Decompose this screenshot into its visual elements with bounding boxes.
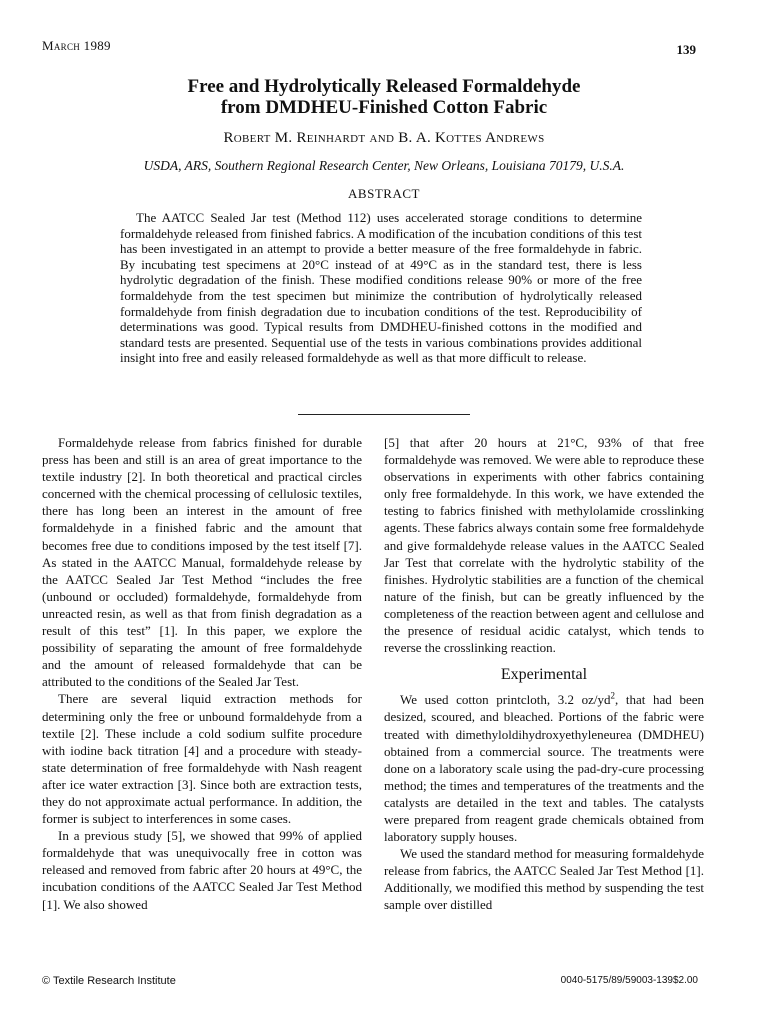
header-month: March bbox=[42, 38, 81, 53]
text-span: We used cotton printcloth, 3.2 oz/yd bbox=[400, 692, 611, 708]
body-paragraph: In a previous study [5], we showed that 99% of applied formaldehyde that was unequivocally free in cotton was released and removed from fabric after 20 hours at 49°C, the incubation conditions of the AATCC Sealed Jar Test Method [1]. We also showed bbox=[42, 828, 362, 912]
body-paragraph: [5] that after 20 hours at 21°C, 93% of that free formaldehyde was removed. We were able to reproduce these observations in experiments with other fabrics containing only free formaldehyde. In this work, we have extended the testing to fabrics finished with methylolamide crosslinking agents. These fabrics always contain some free formaldehyde and give formaldehyde release values in the AATCC Sealed Jar Test that correlate with the hydrolytic stability of the finishes. Hydrolytic stabilities are a function of the chemical nature of the finish, but can be greatly influenced by the completeness of the reaction between agent and cellulose and the presence of residual acidic catalyst, which tends to reverse the crosslinking reaction. bbox=[384, 435, 704, 656]
body-paragraph: There are several liquid extraction methods for determining only the free or unbound formaldehyde from a textile [2]. These include a cold sodium sulfite procedure with iodine back titration [4] and a procedure with steady-state determination of free formaldehyde with Nash reagent after ice water extraction [3]. Since both are extraction tests, they do not approximate actual performance. In addition, the former is subject to interferences in some cases. bbox=[42, 691, 362, 827]
experimental-paragraph-2: We used the standard method for measuring formaldehyde release from fabrics, the AATCC Sealed Jar Test Method [1]. Additionally, we modified this method by suspending the test sample over distilled bbox=[384, 846, 704, 913]
right-column bbox=[384, 434, 704, 914]
authors: Robert M. Reinhardt and B. A. Kottes Andrews bbox=[223, 130, 545, 146]
section-divider bbox=[298, 414, 470, 415]
running-header bbox=[42, 38, 111, 54]
affiliation: USDA, ARS, Southern Regional Research Center, New Orleans, Louisiana 70179, U.S.A. bbox=[143, 158, 625, 173]
publisher-footer: © Textile Research Institute bbox=[42, 975, 176, 987]
article-code: 0040-5175/89/59003-139$2.00 bbox=[560, 975, 698, 986]
experimental-paragraph-1 bbox=[384, 691, 704, 845]
page-number: 139 bbox=[676, 42, 696, 57]
experimental-heading: Experimental bbox=[500, 666, 588, 684]
title-line-2: from DMDHEU-Finished Cotton Fabric bbox=[220, 97, 548, 118]
article-title bbox=[0, 76, 768, 118]
title-line-1: Free and Hydrolytically Released Formaldehyde bbox=[187, 76, 581, 97]
header-year: 1989 bbox=[83, 38, 111, 53]
superscript: 2 bbox=[610, 690, 615, 701]
body-paragraph: Formaldehyde release from fabrics finished for durable press has been and still is an area of great importance to the textile industry [2]. In both theoretical and practical circles concerned with the chemical processing of cellulosic textiles, there has long been an interest in the amount of free formaldehyde in a finished fabric and the amount that becomes free due to conditions imposed by the test itself [7]. As stated in the AATCC Manual, formaldehyde release by the AATCC Sealed Jar Test Method “includes the free (unbound or occluded) formaldehyde, formaldehyde from unreacted resin, as well as that from finish degradation as a result of this test” [1]. In this paper, we explore the possibility of separating the amount of free formaldehyde and the amount of released formaldehyde that can be attributed to the conditions of the Sealed Jar Test. bbox=[42, 435, 362, 690]
left-column bbox=[42, 434, 362, 913]
text-span: , that had been desized, scoured, and bleached. Portions of the fabric were treated with dimethyloldihydroxyethyleneurea (DMDHEU) obtained from a commercial source. The treatments were done on a laboratory scale using the pad-dry-cure processing method; the times and temperatures of the treatments and the catalysts are detailed in the text and tables. The catalysts were prepared from reagent grade chemicals obtained from laboratory supply houses. bbox=[384, 692, 704, 845]
abstract-heading: ABSTRACT bbox=[348, 186, 420, 201]
abstract-text: The AATCC Sealed Jar test (Method 112) uses accelerated storage conditions to determine formaldehyde released from finished fabrics. A modification of the incubation conditions of this test has been investigated in an attempt to provide a better measure of the free formaldehyde in fabric. By incubating test specimens at 20°C instead of at 49°C as in the standard test, there is less hydrolytic degradation of the finish. These modified conditions release 90% or more of the free formaldehyde from the test specimen but minimize the contribution of hydrolytically released formaldehyde from finish degradation due to incubation conditions of the test. Reproducibility of determinations was good. Typical results from DMDHEU-finished cottons in the modified and standard tests are presented. Sequential use of the tests in various combinations provides additional insight into free and easily released formaldehyde as well as that more difficult to release. bbox=[120, 210, 642, 366]
